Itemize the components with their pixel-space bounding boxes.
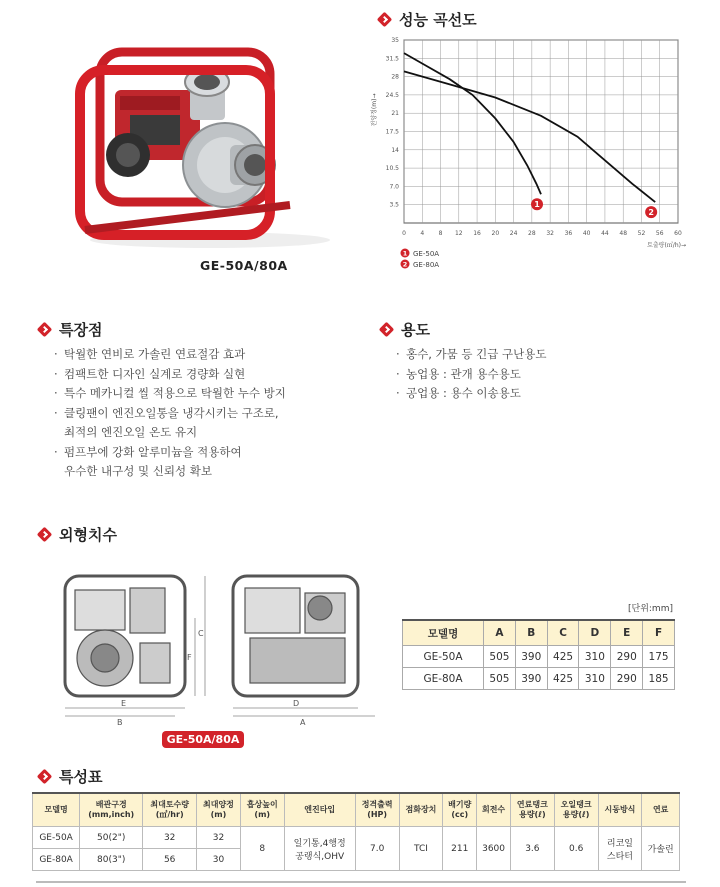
cell: 425: [547, 646, 579, 668]
features-list: [52, 345, 286, 482]
performance-chart: [368, 28, 700, 278]
col-head: 최대양정 (m): [197, 793, 241, 827]
cell: 505: [484, 646, 516, 668]
cell-ignition: TCI: [399, 827, 443, 871]
cell-head: 30: [197, 849, 241, 871]
y-tick-label: 21: [391, 110, 399, 118]
col-model: 모델명: [33, 793, 80, 827]
x-tick-label: 12: [454, 230, 463, 237]
feature-item: · 펌프부에 강화 알루미늄을 적용하여: [52, 443, 286, 463]
cell: 175: [643, 646, 675, 668]
cell-flow: 56: [143, 849, 197, 871]
diamond-arrow-icon: [38, 770, 52, 784]
col-oil-tank: 오일탱크 용량(ℓ): [554, 793, 598, 827]
col-b: B: [515, 620, 547, 646]
x-tick-label: 4: [420, 230, 425, 237]
spec-table: [32, 792, 680, 871]
col-flow: 최대토수량 (㎥/hr): [143, 793, 197, 827]
dim-label-e: E: [121, 699, 127, 708]
feature-item-continued: 우수한 내구성 및 신뢰성 확보: [64, 464, 212, 478]
series-line-ge-80a: [404, 71, 655, 202]
usage-item: · 홍수, 가뭄 등 긴급 구난용도: [394, 345, 546, 365]
cell: GE-50A: [403, 646, 484, 668]
y-axis-label: 전양정(m)→: [371, 93, 378, 127]
series-marker-label: 2: [648, 208, 654, 218]
diamond-arrow-icon: [378, 13, 392, 27]
dimension-table-header: [403, 620, 675, 646]
col-displacement: 배기량 (cc): [443, 793, 477, 827]
features-header: [38, 319, 102, 340]
x-tick-label: 56: [655, 230, 664, 237]
cell: 290: [611, 668, 643, 690]
cell: 310: [579, 646, 611, 668]
legend-marker-label: 1: [402, 249, 408, 258]
cell-suction: 8: [240, 827, 284, 871]
col-ignition: 점화장치: [399, 793, 443, 827]
series-line-ge-50a: [404, 53, 541, 194]
cell: 390: [515, 668, 547, 690]
cell: 425: [547, 668, 579, 690]
col-a: A: [484, 620, 516, 646]
usage-item: · 공업용 : 용수 이송용도: [394, 384, 546, 404]
x-tick-label: 52: [637, 230, 646, 237]
unit-label: [단위:mm]: [628, 604, 673, 614]
y-tick-label: 28: [391, 73, 399, 81]
usage-item: · 농업용 : 관개 용수용도: [394, 365, 546, 385]
col-power: 정격출력 (HP): [355, 793, 399, 827]
diamond-arrow-icon: [38, 323, 52, 337]
cell: 505: [484, 668, 516, 690]
dim-label-d: D: [293, 699, 300, 708]
features-title: 특장점: [59, 321, 103, 339]
cell-power: 7.0: [355, 827, 399, 871]
dim-label-c: C: [198, 629, 204, 638]
usage-title: 용도: [401, 321, 430, 339]
x-tick-label: 60: [674, 230, 682, 237]
usage-list: [394, 345, 546, 404]
legend-entry: GE-80A: [413, 261, 440, 269]
feature-item: · 컴팩트한 디자인 실계로 경량화 실현: [52, 365, 286, 385]
col-pipe: 배관구경 (mm,inch): [80, 793, 143, 827]
col-model: 모델명: [403, 620, 484, 646]
side-view: [233, 576, 358, 696]
cell: 290: [611, 646, 643, 668]
cell: 185: [643, 668, 675, 690]
feature-item: · 특수 메카니컬 씰 적용으로 탁월한 누수 방지: [52, 384, 286, 404]
dimension-table: [402, 619, 675, 690]
feature-item-continued: 최적의 엔진오일 온도 유지: [64, 425, 198, 439]
x-tick-label: 32: [546, 230, 554, 237]
col-suction: 흡상높이 (m): [240, 793, 284, 827]
performance-title: 성능 곡선도: [399, 11, 477, 29]
x-axis-label: 토출량(㎥/h)→: [647, 242, 686, 249]
x-tick-label: 24: [509, 230, 518, 237]
y-tick-label: 24.5: [385, 91, 399, 99]
cell: 390: [515, 646, 547, 668]
usage-header: [380, 319, 430, 340]
x-tick-label: 20: [491, 230, 500, 237]
col-d: D: [579, 620, 611, 646]
y-tick-label: 31.5: [385, 55, 399, 63]
cell-oil-tank: 0.6: [554, 827, 598, 871]
y-tick-label: 10.5: [385, 165, 399, 173]
x-tick-label: 44: [601, 230, 609, 237]
spec-table-header: [33, 793, 680, 827]
col-c: C: [547, 620, 579, 646]
col-fuel-tank: 연료탱크 용량(ℓ): [510, 793, 554, 827]
y-tick-label: 14: [391, 146, 399, 154]
legend-entry: GE-50A: [413, 250, 440, 258]
cell-flow: 32: [143, 827, 197, 849]
cell-pipe: 80(3"): [80, 849, 143, 871]
x-tick-label: 8: [438, 230, 443, 237]
cell-fuel: 가솔린: [642, 827, 680, 871]
y-tick-label: 3.5: [389, 201, 399, 209]
front-view: [65, 576, 185, 696]
x-tick-label: 48: [619, 230, 628, 237]
cell-pipe: 50(2"): [80, 827, 143, 849]
table-row: [403, 668, 675, 690]
col-e: E: [611, 620, 643, 646]
x-tick-label: 16: [473, 230, 481, 237]
specs-title: 특성표: [59, 768, 103, 786]
cell-model: GE-80A: [33, 849, 80, 871]
col-fuel: 연료: [642, 793, 680, 827]
product-caption: GE-50A/80A: [200, 258, 288, 273]
col-f: F: [643, 620, 675, 646]
table-row: [403, 646, 675, 668]
feature-item: · 탁월한 연비로 가솔린 연료절감 효과: [52, 345, 286, 365]
dim-label-a: A: [300, 718, 306, 727]
cell: GE-80A: [403, 668, 484, 690]
cell-start: 리코일 스타터: [598, 827, 642, 871]
footer-rule: [36, 881, 686, 883]
diamond-arrow-icon: [380, 323, 394, 337]
cell-displacement: 211: [443, 827, 477, 871]
cell-engine: 일기통,4행정 공랭식,OHV: [284, 827, 355, 871]
specs-header: [38, 766, 102, 787]
x-tick-label: 40: [582, 230, 591, 237]
cell-head: 32: [197, 827, 241, 849]
cell: 310: [579, 668, 611, 690]
dimensions-header: [38, 524, 117, 545]
product-photo: [60, 30, 330, 250]
col-rpm: 회전수: [477, 793, 511, 827]
x-tick-label: 0: [402, 230, 406, 237]
y-tick-label: 35: [391, 37, 399, 44]
dim-label-f: F: [187, 653, 192, 662]
y-tick-label: 7.0: [389, 183, 399, 191]
x-tick-label: 28: [528, 230, 536, 237]
cell-fuel-tank: 3.6: [510, 827, 554, 871]
cell-rpm: 3600: [477, 827, 511, 871]
diamond-arrow-icon: [38, 528, 52, 542]
dimension-drawing: [55, 568, 385, 728]
dimensions-title: 외형치수: [59, 526, 117, 544]
col-start: 시동방식: [598, 793, 642, 827]
cell-model: GE-50A: [33, 827, 80, 849]
series-marker-label: 1: [534, 200, 540, 210]
x-tick-label: 36: [564, 230, 573, 237]
dim-label-b: B: [117, 718, 123, 727]
y-tick-label: 17.5: [385, 128, 399, 136]
model-tag: GE-50A/80A: [162, 731, 244, 748]
feature-item: · 클링팬이 엔진오일통을 냉각시키는 구조로,: [52, 404, 286, 424]
legend-marker-label: 2: [402, 260, 408, 269]
table-row: [33, 827, 680, 849]
performance-header: [378, 9, 477, 30]
col-engine: 엔진타입: [284, 793, 355, 827]
